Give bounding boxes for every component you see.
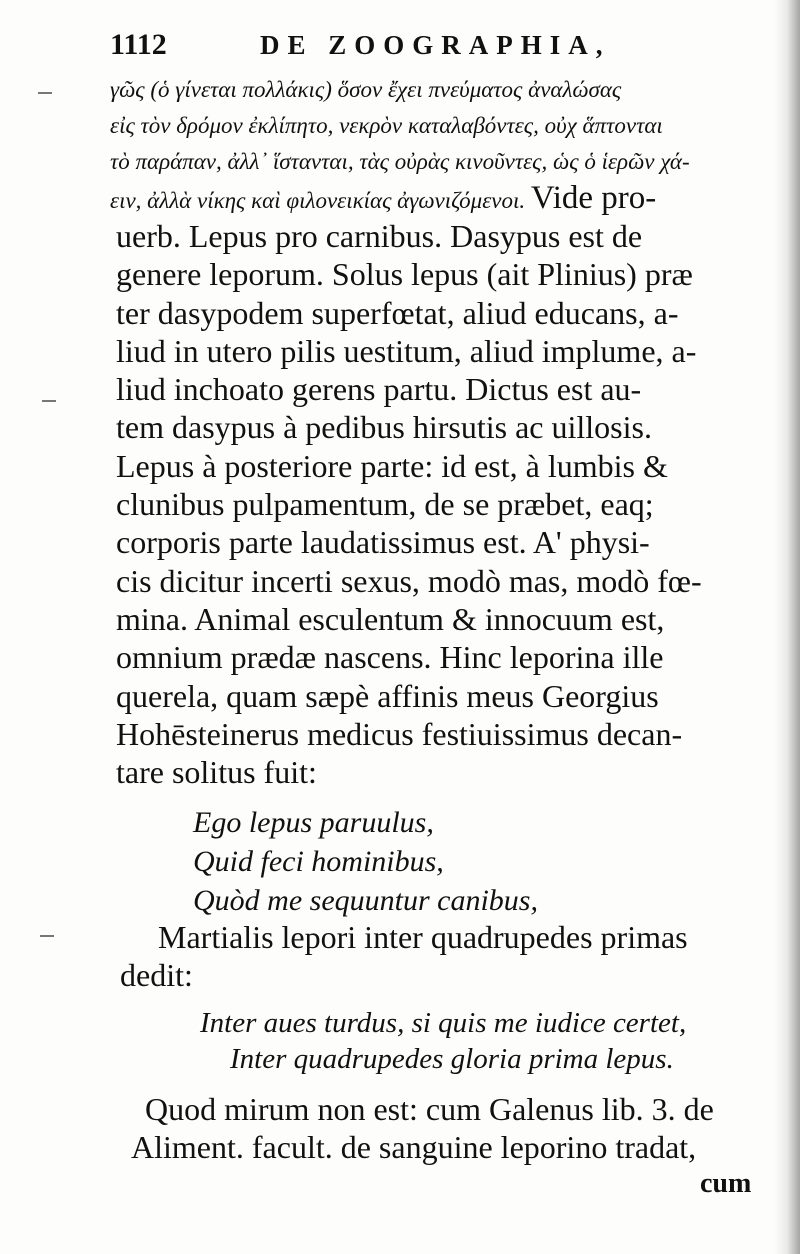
page-header [110,28,750,68]
text-line: Lepus à posteriore parte: id est, à lumbis & [116,447,668,484]
text-line: tare solitus fuit: [116,754,317,791]
margin-mark [42,400,56,402]
greek-line: τὸ παράπαν, ἀλλ᾽ ἵστανται, τὰς οὐρὰς κινοῦντες, ὡς ὁ ἱερῶν χά- [110,149,690,174]
text-line: mina. Animal esculentum & innocuum est, [116,600,665,637]
running-title: DE ZOOGRAPHIA, [260,30,611,60]
catchword: cum [700,1168,752,1199]
main-paragraph [116,217,766,791]
verse-line: Quid feci hominibus, [193,845,444,878]
text-line: Quod mirum non est: cum Galenus lib. 3. de [145,1091,714,1127]
margin-mark [38,92,52,94]
verse-line: Quòd me sequuntur canibus, [193,884,538,917]
text-line: genere leporum. Solus lepus (ait Plinius) præ [116,256,693,293]
text-line: tem dasypus à pedibus hirsutis ac uillosis. [116,409,652,446]
text-line: Martialis lepori inter quadrupedes primas [158,919,688,955]
text-line: clunibus pulpamentum, de se præbet, eaq; [116,486,654,523]
verse-block-martialis [200,1005,686,1077]
text-line: uerb. Lepus pro carnibus. Dasypus est de [116,218,643,254]
text-line: dedit: [120,957,193,993]
greek-line-last [110,180,760,216]
page-number: 1112 [110,28,167,61]
text-line: Hohēsteinerus medicus festiuissimus decan- [116,715,683,752]
text-line: ter dasypodem superfœtat, aliud educans, a- [116,294,679,331]
text-line: liud inchoato gerens partu. Dictus est au- [116,371,642,408]
greek-line: γῶς (ὁ γίνεται πολλάκις) ὅσον ἔχει πνεύματος ἀναλώσας [110,77,622,102]
text-line: omnium prædæ nascens. Hinc leporina ille [116,639,664,676]
gutter-shadow [774,0,800,1254]
martialis-paragraph [120,918,770,994]
text-line: liud in utero pilis uestitum, aliud implume, a- [116,332,697,369]
greek-passage [110,72,760,216]
verse-line: Ego lepus paruulus, [193,806,434,839]
text-line: querela, quam sæpè affinis meus Georgius [116,677,659,714]
greek-line: εἰς τὸν δρόμον ἐκλίπητο, νεκρὸν καταλαβόντες, οὐχ ἅπτονται [110,113,663,138]
verse-line: Inter aues turdus, si quis me iudice certet, [200,1007,687,1039]
text-line: corporis parte laudatissimus est. A' physi- [116,524,650,561]
latin-tail: Vide pro- [530,180,657,216]
margin-mark [40,935,54,937]
verse-line: Inter quadrupedes gloria prima lepus. [230,1043,674,1075]
verse-block-lepus [193,803,538,920]
greek-line-text: ειν, ἀλλὰ νίκης καὶ φιλονεικίας ἀγωνιζόμενοι. [110,188,526,213]
galenus-paragraph [131,1090,785,1166]
text-line: cis dicitur incerti sexus, modò mas, modò fœ- [116,562,702,599]
text-line: Aliment. facult. de sanguine leporino tradat, [131,1129,697,1165]
